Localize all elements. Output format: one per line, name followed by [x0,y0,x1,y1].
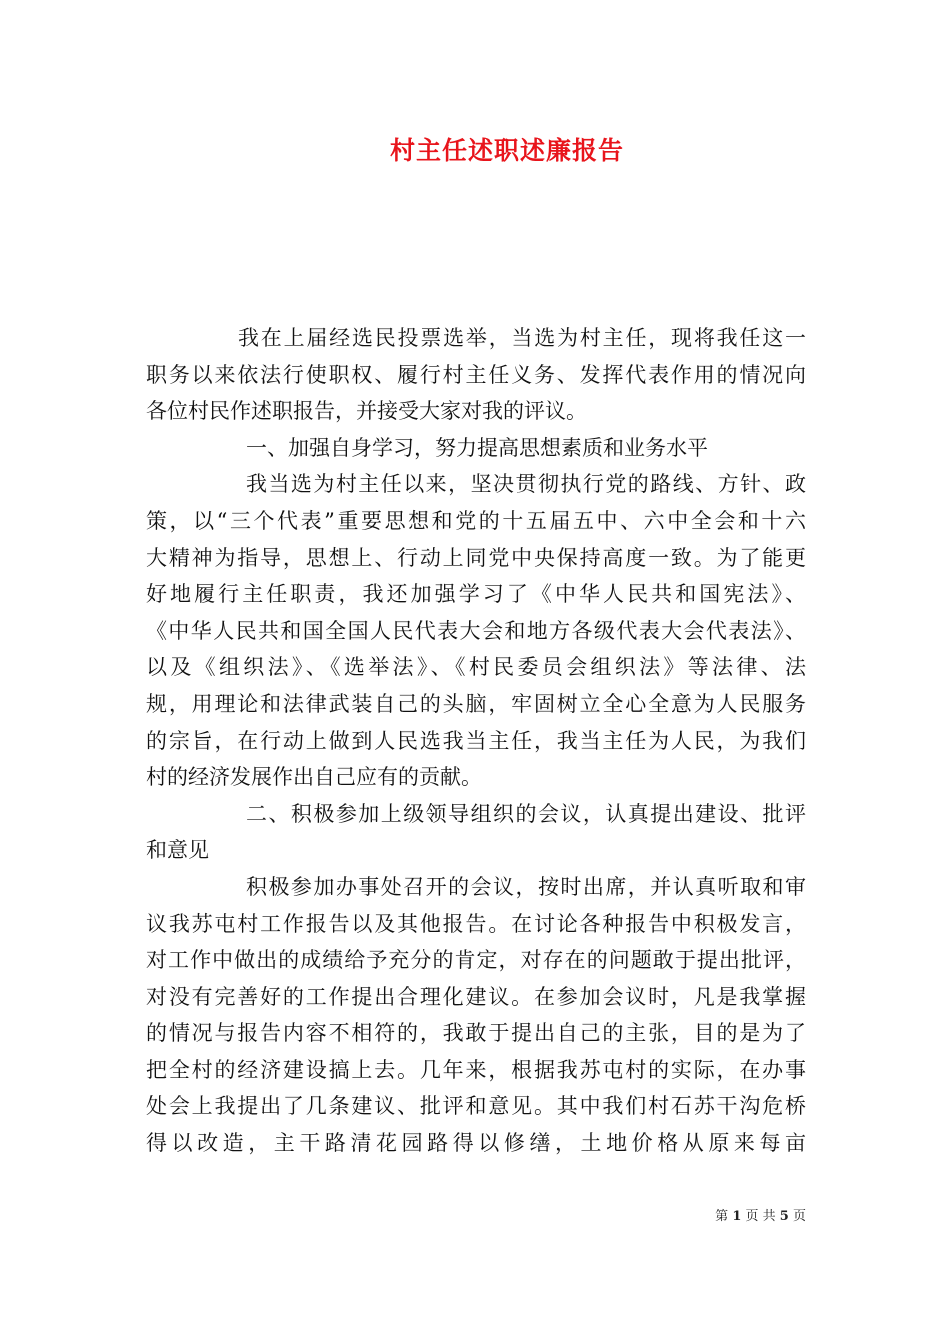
section-heading-cont: 和意见 [146,838,209,863]
text-line: 议我苏屯村工作报告以及其他报告。在讨论各种报告中积极发言， [146,911,806,936]
text-line: 对没有完善好的工作提出合理化建议。在参加会议时，凡是我掌握 [146,984,806,1009]
section-heading: 二、积极参加上级领导组织的会议，认真提出建设、批评 [246,801,806,826]
text-line: 处会上我提出了几条建议、批评和意见。其中我们村石苏干沟危桥 [146,1094,806,1119]
document-title: 村主任述职述廉报告 [389,136,624,165]
document-body [146,320,806,1162]
text-line: 《中华人民共和国全国人民代表大会和地方各级代表大会代表法》、 [146,618,806,643]
text-line: 规，用理论和法律武装自己的头脑，牢固树立全心全意为人民服务 [146,691,806,716]
page-footer [715,1205,806,1224]
text-line: 的宗旨，在行动上做到人民选我当主任，我当主任为人民，为我们 [146,728,806,753]
text-line: 村的经济发展作出自己应有的贡献。 [146,765,482,790]
text-line: 我当选为村主任以来，坚决贯彻执行党的路线、方针、政 [246,472,806,497]
text-line: 策，以“三个代表”重要思想和党的十五届五中、六中全会和十六 [146,508,806,533]
text-line: 把全村的经济建设搞上去。几年来，根据我苏屯村的实际，在办事 [146,1057,806,1082]
text-line: 各位村民作述职报告，并接受大家对我的评议。 [146,399,587,424]
text-line: 职务以来依法行使职权、履行村主任义务、发挥代表作用的情况向 [146,362,806,387]
text-line: 好地履行主任职责，我还加强学习了《中华人民共和国宪法》、 [146,582,806,607]
text-line: 对工作中做出的成绩给予充分的肯定，对存在的问题敢于提出批评， [146,948,806,973]
footer-suffix: 页 [792,1209,806,1224]
text-line: 的情况与报告内容不相符的，我敢于提出自己的主张，目的是为了 [146,1021,806,1046]
text-line: 得以改造，主干路清花园路得以修缮，土地价格从原来每亩 [146,1131,806,1156]
footer-page-number: 1 [732,1209,742,1224]
text-line: 积极参加办事处召开的会议，按时出席，并认真听取和审 [246,874,806,899]
footer-total-pages: 5 [779,1209,789,1224]
text-line: 以及《组织法》、《选举法》、《村民委员会组织法》等法律、法 [146,655,806,680]
footer-mid: 页 共 [745,1209,776,1224]
section-heading: 一、加强自身学习，努力提高思想素质和业务水平 [246,435,708,460]
text-line: 大精神为指导，思想上、行动上同党中央保持高度一致。为了能更 [146,545,806,570]
footer-prefix: 第 [715,1209,729,1224]
text-line: 我在上届经选民投票选举，当选为村主任，现将我任这一 [238,326,806,350]
